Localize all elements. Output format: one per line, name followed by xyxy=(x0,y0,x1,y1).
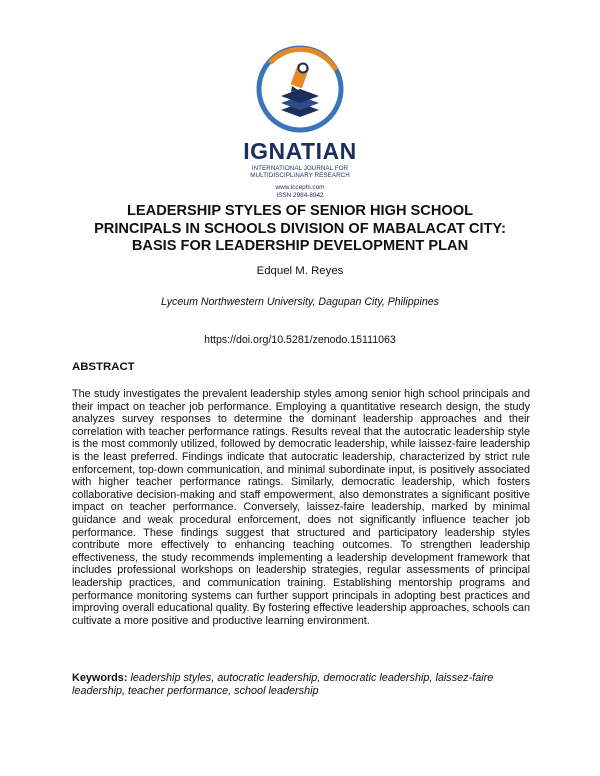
keywords-list: leadership styles, autocratic leadership, democratic leadership, laissez-faire leadership, teacher performance, school leadership xyxy=(72,672,494,697)
journal-name: IGNATIAN xyxy=(243,138,357,164)
author-affiliation: Lyceum Northwestern University, Dagupan City, Philippines xyxy=(161,296,439,308)
title-line: PRINCIPALS IN SCHOOLS DIVISION OF MABALACAT CITY: xyxy=(94,220,506,237)
title-line: LEADERSHIP STYLES OF SENIOR HIGH SCHOOL xyxy=(127,203,473,219)
journal-issn: ISSN 2984-8942 xyxy=(276,192,324,199)
journal-subtitle-line: MULTIDISCIPLINARY RESEARCH xyxy=(250,172,350,179)
title-line: BASIS FOR LEADERSHIP DEVELOPMENT PLAN xyxy=(131,238,469,254)
abstract-heading: ABSTRACT xyxy=(72,361,135,373)
journal-subtitle xyxy=(250,165,350,179)
journal-emblem-icon xyxy=(248,40,352,138)
journal-subtitle-line: INTERNATIONAL JOURNAL FOR xyxy=(251,165,349,172)
keywords-label: Keywords: xyxy=(72,672,128,684)
author-name: Edquel M. Reyes xyxy=(256,265,344,277)
journal-url[interactable]: www.iccephi.com xyxy=(275,184,325,191)
keywords xyxy=(72,672,530,697)
journal-logo xyxy=(0,40,600,200)
doi-link[interactable]: https://doi.org/10.5281/zenodo.15111063 xyxy=(204,334,396,346)
abstract-text: The study investigates the prevalent leadership styles among senior high school principals and their impact on teacher job performance. Employing a quantitative research design, the study analyzes survey responses to determine the dominant leadership approaches and their correlation with teacher performance ratings. Results reveal that the autocratic leadership style is the most commonly utilized, followed by democratic leadership, while laissez-faire leadership is the least preferred. Findings indicate that autocratic leadership, characterized by strict rule enforcement, top-down communication, and minimal subordinate input, is positively associated with higher teacher performance ratings. Similarly, democratic leadership, which fosters collaborative decision-making and staff empowerment, also demonstrates a significant positive impact on teacher performance. Conversely, laissez-faire leadership, marked by minimal guidance and weak procedural enforcement, does not significantly influence teacher job performance. These findings suggest that structured and participatory leadership styles contribute more effectively to enhancing teaching outcomes. To strengthen leadership effectiveness, the study recommends implementing a leadership development framework that includes professional workshops on leadership strategies, regular assessments of principal leadership practices, and communication training. Establishing mentorship programs and performance monitoring systems can further support principals in adopting best practices and improving overall educational quality. By fostering effective leadership approaches, schools can cultivate a more positive and productive learning environment. xyxy=(72,388,530,627)
paper-title xyxy=(60,203,540,256)
